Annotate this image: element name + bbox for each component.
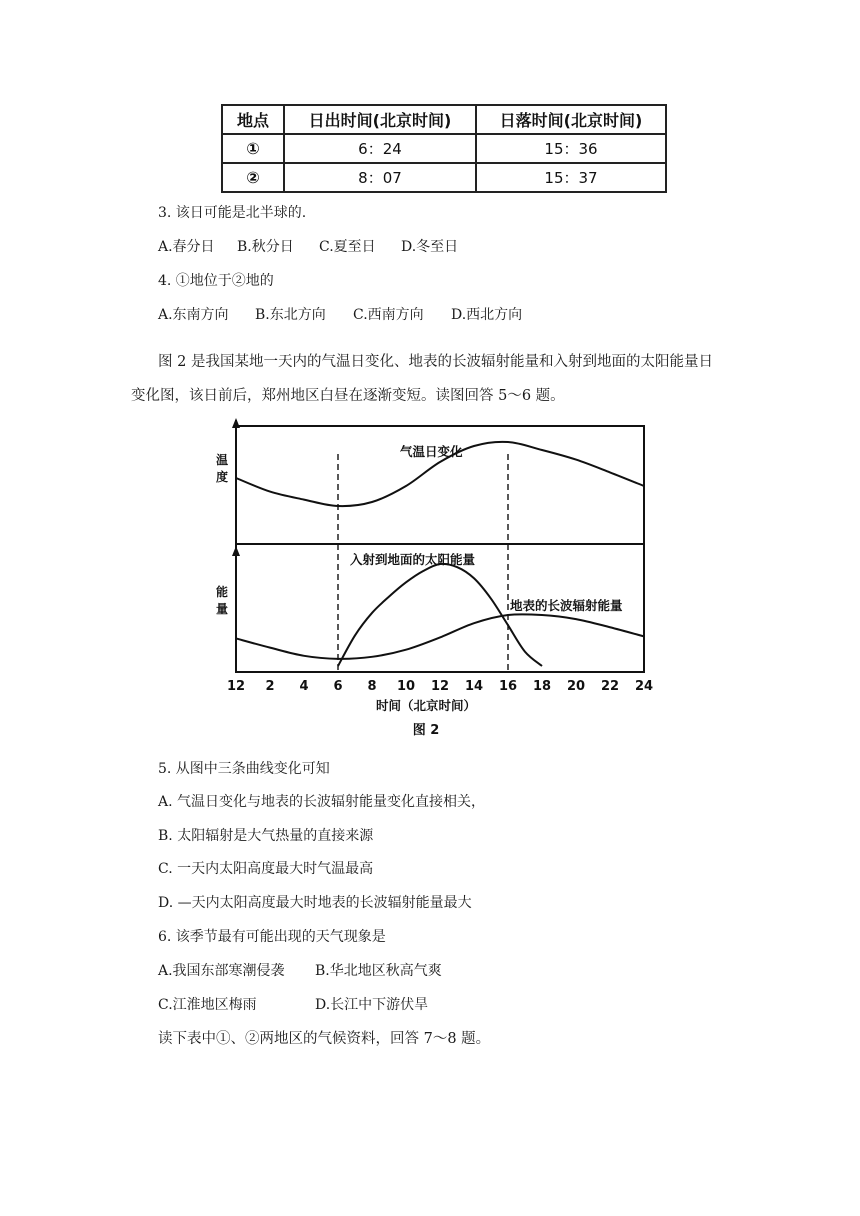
question-5-option: C. 一天内太阳高度最大时气温最高 [158,861,374,877]
x-tick-label: 20 [566,679,586,694]
question-6-stem: 6. 该季节最有可能出现的天气现象是 [158,929,386,945]
table-header: 日出时间(北京时间) [284,105,476,134]
sunrise-sunset-table [221,104,667,193]
question-5-option: D. —天内太阳高度最大时地表的长波辐射能量最大 [158,895,472,911]
figure-caption: 图 2 [412,723,440,738]
intro-paragraph-line: 变化图，该日前后，郑州地区白昼在逐渐变短。读图回答 5～6 题。 [131,388,565,404]
question-3-option: B.秋分日 [237,239,294,255]
question-4-stem: 4. ①地位于②地的 [158,273,274,289]
intro-paragraph-line: 读下表中①、②两地区的气候资料，回答 7～8 题。 [158,1031,491,1047]
table-cell: ① [222,134,284,163]
question-4-option: A.东南方向 [158,307,229,323]
table-cell: 8：07 [284,163,476,192]
table-cell: 15：37 [476,163,666,192]
series-label: 气温日变化 [400,444,463,459]
question-6-option: D.长江中下游伏旱 [315,997,429,1013]
x-tick-label: 6 [333,679,343,694]
question-4-option: C.西南方向 [353,307,424,323]
table-cell: 6：24 [284,134,476,163]
table-cell: ② [222,163,284,192]
x-tick-label: 12 [226,679,246,694]
x-axis-label: 时间（北京时间） [375,698,477,713]
y-axis-label-char: 量 [216,602,229,616]
question-4-option: B.东北方向 [255,307,326,323]
table-row [222,163,666,192]
table-row [222,134,666,163]
table-header: 日落时间(北京时间) [476,105,666,134]
question-6-option: A.我国东部寒潮侵袭 [158,963,285,979]
series-label: 入射到地面的太阳能量 [350,552,476,567]
x-tick-label: 10 [396,679,416,694]
y-axis-label-char: 度 [216,470,229,484]
x-tick-label: 14 [464,679,484,694]
table-cell: 15：36 [476,134,666,163]
x-tick-label: 4 [299,679,309,694]
question-5-option: A. 气温日变化与地表的长波辐射能量变化直接相关， [158,794,486,810]
x-tick-label: 22 [600,679,620,694]
x-tick-label: 16 [498,679,518,694]
question-3-option: C.夏至日 [319,239,376,255]
x-tick-label: 12 [430,679,450,694]
table-header-row [222,105,666,134]
x-tick-label: 2 [265,679,275,694]
question-3-stem: 3. 该日可能是北半球的. [158,205,307,221]
intro-paragraph-line: 图 2 是我国某地一天内的气温日变化、地表的长波辐射能量和入射到地面的太阳能量日 [158,354,713,370]
figure-2-chart [212,418,658,748]
table-header: 地点 [222,105,284,134]
arrow-head-icon [232,546,240,556]
question-6-option: C.江淮地区梅雨 [158,997,257,1013]
y-axis-label-char: 温 [216,453,229,467]
question-3-option: D.冬至日 [401,239,459,255]
y-axis-label-char: 能 [216,585,229,599]
question-4-option: D.西北方向 [451,307,523,323]
question-3-option: A.春分日 [158,239,215,255]
arrow-head-icon [232,418,240,428]
x-tick-label: 18 [532,679,552,694]
series-label: 地表的长波辐射能量 [510,598,623,613]
chart-marks [227,442,653,694]
question-6-option: B.华北地区秋高气爽 [315,963,442,979]
x-tick-label: 8 [367,679,377,694]
series-line [236,614,644,659]
question-5-stem: 5. 从图中三条曲线变化可知 [158,761,330,777]
question-5-option: B. 太阳辐射是大气热量的直接来源 [158,828,374,844]
x-tick-label: 24 [634,679,654,694]
